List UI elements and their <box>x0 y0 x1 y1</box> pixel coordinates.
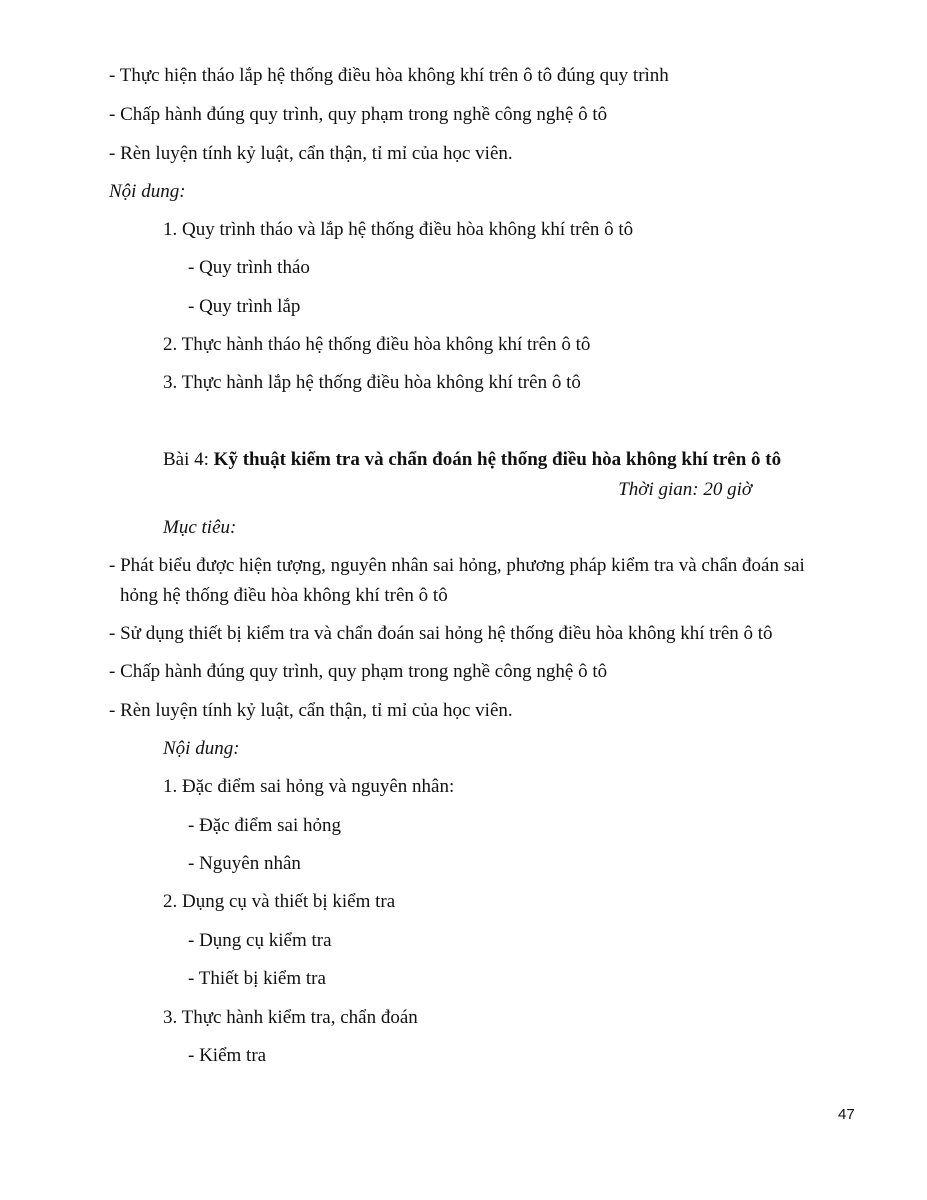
content-subitem: - Dụng cụ kiểm tra <box>188 930 332 951</box>
objective-line: - Chấp hành đúng quy trình, quy phạm trong nghề công nghệ ô tô <box>109 104 608 125</box>
objective-line: - Rèn luyện tính kỷ luật, cẩn thận, tỉ mỉ của học viên. <box>109 700 513 721</box>
content-subitem: - Quy trình lắp <box>188 296 301 317</box>
content-item: 2. Dụng cụ và thiết bị kiểm tra <box>163 891 396 912</box>
content-subitem: - Thiết bị kiểm tra <box>188 968 326 989</box>
content-label: Nội dung: <box>109 181 186 202</box>
content-item: 2. Thực hành tháo hệ thống điều hòa không khí trên ô tô <box>163 334 591 355</box>
objective-line: - Chấp hành đúng quy trình, quy phạm trong nghề công nghệ ô tô <box>109 661 608 682</box>
objective-line: - Rèn luyện tính kỷ luật, cẩn thận, tỉ mỉ của học viên. <box>109 143 513 164</box>
content-subitem: - Nguyên nhân <box>188 853 301 874</box>
content-item: 3. Thực hành lắp hệ thống điều hòa không khí trên ô tô <box>163 372 581 393</box>
objectives-label: Mục tiêu: <box>163 517 237 538</box>
lesson-heading <box>163 447 781 473</box>
objective-line: - Thực hiện tháo lắp hệ thống điều hòa không khí trên ô tô đúng quy trình <box>109 65 669 86</box>
content-subitem: - Đặc điểm sai hỏng <box>188 815 342 836</box>
objective-line: - Sử dụng thiết bị kiểm tra và chẩn đoán sai hỏng hệ thống điều hòa không khí trên ô tô <box>109 623 773 644</box>
content-subitem: - Kiểm tra <box>188 1045 267 1066</box>
content-item: 3. Thực hành kiểm tra, chẩn đoán <box>163 1007 418 1028</box>
page-number: 47 <box>838 1106 855 1123</box>
lesson-prefix: Bài 4: <box>163 449 214 470</box>
content-item: 1. Đặc điểm sai hỏng và nguyên nhân: <box>163 776 455 797</box>
content-label: Nội dung: <box>163 738 240 759</box>
content-item: 1. Quy trình tháo và lắp hệ thống điều hòa không khí trên ô tô <box>163 219 634 240</box>
content-subitem: - Quy trình tháo <box>188 257 310 278</box>
objective-line: hỏng hệ thống điều hòa không khí trên ô tô <box>120 585 448 606</box>
objective-line: - Phát biểu được hiện tượng, nguyên nhân sai hỏng, phương pháp kiểm tra và chẩn đoán sai <box>109 555 805 576</box>
lesson-duration: Thời gian: 20 giờ <box>618 479 752 500</box>
lesson-title: Kỹ thuật kiểm tra và chẩn đoán hệ thống điều hòa không khí trên ô tô <box>213 449 782 470</box>
